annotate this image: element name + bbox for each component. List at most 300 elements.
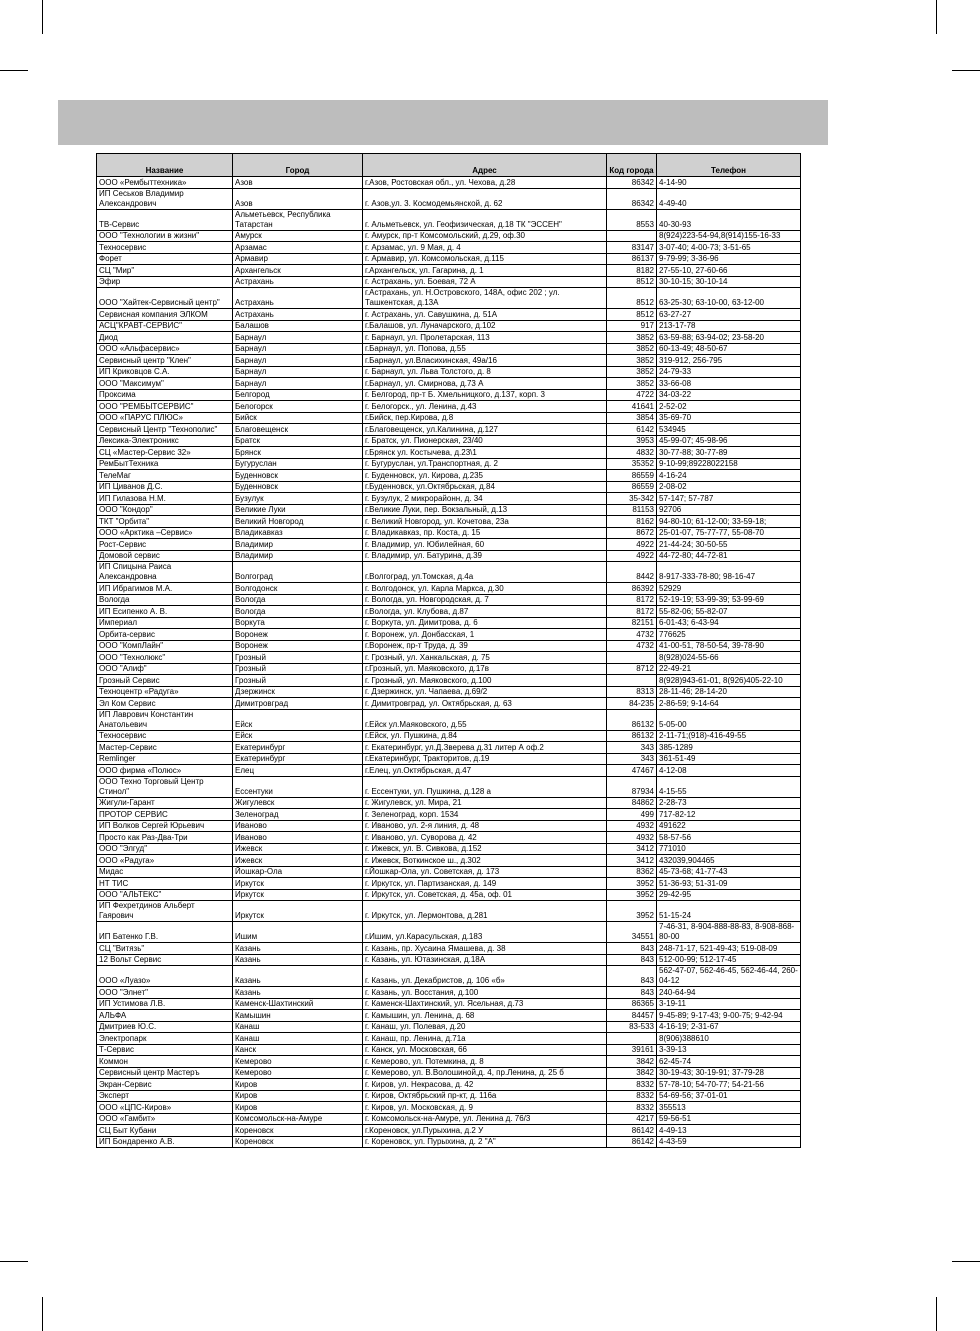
service-centers-table	[96, 153, 801, 1148]
cell-code: 4932	[607, 832, 657, 844]
cell-city: Ижевск	[233, 855, 363, 867]
cell-name: ООО «Альфасервис»	[97, 343, 233, 355]
cell-code: 84457	[607, 1010, 657, 1022]
cell-phone: 58-57-56	[657, 832, 801, 844]
table-row	[97, 866, 801, 878]
cell-city: Канск	[233, 1044, 363, 1056]
cell-phone: 60-13-49; 48-50-67	[657, 343, 801, 355]
cell-city: Ессентуки	[233, 776, 363, 797]
cell-city: Иркутск	[233, 878, 363, 890]
table-row	[97, 332, 801, 344]
table-row	[97, 583, 801, 595]
cell-address: г.Грозный, ул. Маяковского, д.17в	[363, 663, 607, 675]
table-row	[97, 389, 801, 401]
cell-code: 86559	[607, 470, 657, 482]
cell-name: 12 Вольт Сервис	[97, 954, 233, 966]
cell-phone: 2-86-59; 9-14-64	[657, 698, 801, 710]
table-row	[97, 493, 801, 505]
cell-code: 3852	[607, 366, 657, 378]
cell-address: г. Иваново, ул. 2-я линия, д. 48	[363, 820, 607, 832]
table-row	[97, 987, 801, 999]
cell-city: Братск	[233, 435, 363, 447]
table-row	[97, 177, 801, 189]
cell-name: Коммон	[97, 1056, 233, 1068]
cell-address: г. Иркутск, ул. Лермонтова, д.281	[363, 901, 607, 922]
column-header-address: Адрес	[363, 154, 607, 177]
cell-phone: 432039,904465	[657, 855, 801, 867]
cell-phone: 24-79-33	[657, 366, 801, 378]
cell-address: г. Воронеж, ул. Донбасская, 1	[363, 629, 607, 641]
cell-name: ООО фирма «Полюс»	[97, 765, 233, 777]
cell-code: 843	[607, 943, 657, 955]
cell-code: 8313	[607, 686, 657, 698]
cell-city: Бийск	[233, 412, 363, 424]
cell-city: Казань	[233, 954, 363, 966]
cell-phone: 9-10-99;89228022158	[657, 458, 801, 470]
cell-city: Иваново	[233, 832, 363, 844]
cell-address: г. Ижевск, ул. В. Сивкова, д.152	[363, 843, 607, 855]
cell-code: 4832	[607, 447, 657, 459]
table-row	[97, 943, 801, 955]
cell-address: г. Жигулевск, ул. Мира, 21	[363, 797, 607, 809]
cell-city: Барнаул	[233, 378, 363, 390]
cell-code	[607, 1033, 657, 1045]
cell-phone: 55-82-06; 55-82-07	[657, 606, 801, 618]
cell-city: Ижевск	[233, 843, 363, 855]
cell-city: Белгород	[233, 389, 363, 401]
cell-name: ПРОТОР СЕРВИС	[97, 809, 233, 821]
cell-name: ИП Бондаренко А.В.	[97, 1136, 233, 1148]
cell-address: г.Барнаул, ул. Попова, д.55	[363, 343, 607, 355]
cell-address: г. Армавир, ул. Комсомольская, д.115	[363, 253, 607, 265]
cell-phone: 54-69-56; 37-01-01	[657, 1090, 801, 1102]
cell-phone: 2-11-71;(918)-416-49-55	[657, 730, 801, 742]
cell-code: 6142	[607, 424, 657, 436]
cell-city: Елец	[233, 765, 363, 777]
cell-address: г. Екатеринбург, ул.Д.Зверева д.31 литер А оф.2	[363, 742, 607, 754]
cell-name: Вологда	[97, 594, 233, 606]
cell-address: г. Киров, ул. Некрасова, д. 42	[363, 1079, 607, 1091]
table-row	[97, 539, 801, 551]
cell-code: 47467	[607, 765, 657, 777]
table-row	[97, 686, 801, 698]
cell-city: Иваново	[233, 820, 363, 832]
cell-address: г. Владимир, ул. Юбилейная, 60	[363, 539, 607, 551]
cell-code: 343	[607, 753, 657, 765]
cell-city: Армавир	[233, 253, 363, 265]
cell-phone: 25-01-07, 75-77-77, 55-08-70	[657, 527, 801, 539]
cell-address: г.Ейск ул.Маяковского, д.55	[363, 709, 607, 730]
cell-phone: 213-17-78	[657, 320, 801, 332]
cell-code: 8172	[607, 606, 657, 618]
cell-address: г.Ишим, ул.Карасульская, д.183	[363, 922, 607, 943]
cell-address: г. Альметьевск, ул. Геофизическая, д.18 ТК "ЭССЕН"	[363, 209, 607, 230]
cell-city: Димитровград	[233, 698, 363, 710]
cell-name: ООО «ПАРУС ПЛЮС»	[97, 412, 233, 424]
cell-phone: 62-45-74	[657, 1056, 801, 1068]
cell-code: 4217	[607, 1113, 657, 1125]
cell-code: 8332	[607, 1079, 657, 1091]
table-row	[97, 412, 801, 424]
cell-code	[607, 675, 657, 687]
cell-phone: 7-46-31, 8-904-888-88-83, 8-908-868-80-00	[657, 922, 801, 943]
cell-phone: 29-42-95	[657, 889, 801, 901]
cell-name: Проксима	[97, 389, 233, 401]
cell-address: г. Иваново, ул. Суворова д. 42	[363, 832, 607, 844]
cell-code: 4932	[607, 820, 657, 832]
cell-phone: 491622	[657, 820, 801, 832]
cell-city: Воркута	[233, 617, 363, 629]
crop-mark	[936, 1297, 937, 1331]
cell-name: ИП Криковцов С.А.	[97, 366, 233, 378]
cell-city: Вологда	[233, 594, 363, 606]
cell-code: 843	[607, 987, 657, 999]
cell-phone: 248-71-17, 521-49-43; 519-08-09	[657, 943, 801, 955]
table-row	[97, 527, 801, 539]
column-header-code: Код города	[607, 154, 657, 177]
table-row	[97, 843, 801, 855]
cell-name: ООО «Арктика –Сервис»	[97, 527, 233, 539]
cell-code: 82151	[607, 617, 657, 629]
cell-phone: 35-69-70	[657, 412, 801, 424]
cell-code: 8332	[607, 1102, 657, 1114]
table-row	[97, 998, 801, 1010]
table-row	[97, 1067, 801, 1079]
cell-address: г.Барнаул, ул.Власихинская, 49а/16	[363, 355, 607, 367]
cell-phone: 4-49-40	[657, 188, 801, 209]
crop-mark	[952, 1261, 980, 1262]
cell-code: 8512	[607, 276, 657, 288]
cell-city: Кореновск	[233, 1125, 363, 1137]
cell-name: Эфир	[97, 276, 233, 288]
table-row	[97, 366, 801, 378]
cell-city: Балашов	[233, 320, 363, 332]
cell-phone: 63-59-88; 63-94-02; 23-58-20	[657, 332, 801, 344]
cell-code: 3412	[607, 843, 657, 855]
cell-name: Эксперт	[97, 1090, 233, 1102]
cell-code: 3952	[607, 901, 657, 922]
cell-city: Бугуруслан	[233, 458, 363, 470]
table-row	[97, 481, 801, 493]
cell-city: Архангельск	[233, 265, 363, 277]
cell-phone: 9-45-89; 9-17-43; 9-00-75; 9-42-94	[657, 1010, 801, 1022]
cell-city: Арзамас	[233, 242, 363, 254]
cell-phone: 27-55-10, 27-60-66	[657, 265, 801, 277]
cell-address: г. Грозный, ул. Ханкальская, д. 75	[363, 652, 607, 664]
cell-phone: 8(924)223-54-94,8(914)155-16-33	[657, 230, 801, 242]
cell-code: 86137	[607, 253, 657, 265]
cell-city: Екатеринбург	[233, 742, 363, 754]
table-row	[97, 640, 801, 652]
cell-address: г. Иркутск, ул. Партизанская, д. 149	[363, 878, 607, 890]
cell-phone: 3-39-13	[657, 1044, 801, 1056]
cell-address: г. Каменск-Шахтинский, ул. Ясельная, д.73	[363, 998, 607, 1010]
cell-phone: 717-82-12	[657, 809, 801, 821]
cell-name: Техносервис	[97, 242, 233, 254]
cell-address: г.Волгоград, ул.Томская, д.4а	[363, 562, 607, 583]
table-row	[97, 1056, 801, 1068]
cell-code: 4922	[607, 550, 657, 562]
cell-city: Каменск-Шахтинский	[233, 998, 363, 1010]
cell-phone: 30-10-15; 30-10-14	[657, 276, 801, 288]
cell-code: 3852	[607, 378, 657, 390]
cell-name: Экран-Сервис	[97, 1079, 233, 1091]
table-row	[97, 797, 801, 809]
cell-address: г.Благовещенск, ул.Калинина, д.127	[363, 424, 607, 436]
cell-name: ИП Батенко Г.В.	[97, 922, 233, 943]
cell-address: г. Астрахань, ул. Боевая, 72 А	[363, 276, 607, 288]
cell-city: Астрахань	[233, 309, 363, 321]
cell-phone: 2-52-02	[657, 401, 801, 413]
cell-city: Воронеж	[233, 629, 363, 641]
cell-code: 83147	[607, 242, 657, 254]
cell-name: Рост-Сервис	[97, 539, 233, 551]
cell-phone: 4-15-55	[657, 776, 801, 797]
cell-phone: 51-15-24	[657, 901, 801, 922]
table-row	[97, 617, 801, 629]
cell-city: Киров	[233, 1102, 363, 1114]
cell-name: Грозный Сервис	[97, 675, 233, 687]
cell-phone: 512-00-99; 512-17-45	[657, 954, 801, 966]
cell-address: г. Амурск, пр-т Комсомольский, д.29, оф.30	[363, 230, 607, 242]
cell-address: г. Казань, ул. Декабристов, д. 106 «б»	[363, 966, 607, 987]
cell-phone: 3-07-40; 4-00-73; 3-51-65	[657, 242, 801, 254]
cell-code: 84-235	[607, 698, 657, 710]
cell-name: ИП Устимова Л.В.	[97, 998, 233, 1010]
cell-phone: 2-08-02	[657, 481, 801, 493]
cell-name: СЦ "Мир"	[97, 265, 233, 277]
cell-code: 34551	[607, 922, 657, 943]
table-row	[97, 629, 801, 641]
cell-name: АСЦ"КРАВТ-СЕРВИС"	[97, 320, 233, 332]
cell-name: Электропарк	[97, 1033, 233, 1045]
cell-code: 3842	[607, 1056, 657, 1068]
cell-address: г. Кемерово, ул. В.Волошиной,д. 4, пр.Ленина, д. 25 б	[363, 1067, 607, 1079]
cell-address: г.Архангельск, ул. Гагарина, д. 1	[363, 265, 607, 277]
cell-code: 3952	[607, 889, 657, 901]
table-row	[97, 550, 801, 562]
cell-address: г. Казань, ул. Ютазинская, д.18А	[363, 954, 607, 966]
cell-name: ИП Ибрагимов М.А.	[97, 583, 233, 595]
table-row	[97, 424, 801, 436]
cell-phone: 63-27-27	[657, 309, 801, 321]
table-header-row	[97, 154, 801, 177]
cell-address: г. Барнаул, ул. Льва Толстого, д. 8	[363, 366, 607, 378]
table-row	[97, 458, 801, 470]
table-row	[97, 276, 801, 288]
table-row	[97, 188, 801, 209]
cell-address: г. Канаш, пр. Ленина, д.71а	[363, 1033, 607, 1045]
table-row	[97, 855, 801, 867]
cell-phone: 45-73-68; 41-77-43	[657, 866, 801, 878]
cell-name: ТВ-Сервис	[97, 209, 233, 230]
cell-city: Буденновск	[233, 481, 363, 493]
cell-city: Астрахань	[233, 276, 363, 288]
cell-city: Ейск	[233, 730, 363, 742]
cell-address: г. Братск, ул. Пионерская, 23/40	[363, 435, 607, 447]
cell-code: 8512	[607, 288, 657, 309]
cell-phone: 63-25-30; 63-10-00, 63-12-00	[657, 288, 801, 309]
cell-code: 843	[607, 954, 657, 966]
cell-name: Сервисный Центр "Технополис"	[97, 424, 233, 436]
cell-code: 8162	[607, 516, 657, 528]
cell-phone: 92706	[657, 504, 801, 516]
cell-phone: 385-1289	[657, 742, 801, 754]
cell-name: Сервисная компания ЭЛКОМ	[97, 309, 233, 321]
cell-city: Барнаул	[233, 343, 363, 355]
header-band	[58, 100, 828, 145]
table-row	[97, 698, 801, 710]
cell-city: Иркутск	[233, 901, 363, 922]
cell-name: СЦ "Витязь"	[97, 943, 233, 955]
cell-city: Астрахань	[233, 288, 363, 309]
cell-name: ООО "РЕМБЫТСЕРВИС"	[97, 401, 233, 413]
table-row	[97, 1113, 801, 1125]
cell-name: ИП Есипенко А. В.	[97, 606, 233, 618]
cell-address: г. Канск, ул. Московская, 66	[363, 1044, 607, 1056]
cell-city: Кореновск	[233, 1136, 363, 1148]
cell-name: Т-Сервис	[97, 1044, 233, 1056]
cell-city: Азов	[233, 177, 363, 189]
cell-address: г. Владимир, ул. Батурина, д.39	[363, 550, 607, 562]
cell-name: ИП Спицына Раиса Александровна	[97, 562, 233, 583]
cell-city: Барнаул	[233, 332, 363, 344]
table-row	[97, 1102, 801, 1114]
table-row	[97, 309, 801, 321]
cell-city: Волгодонск	[233, 583, 363, 595]
cell-phone: 41-00-51, 78-50-54, 39-78-90	[657, 640, 801, 652]
table-row	[97, 343, 801, 355]
cell-code: 86342	[607, 177, 657, 189]
cell-address: г.Брянск ул. Костычева, д.23\1	[363, 447, 607, 459]
cell-name: РемБытТехника	[97, 458, 233, 470]
cell-code: 8672	[607, 527, 657, 539]
cell-name: Жигули-Гарант	[97, 797, 233, 809]
cell-address: г. Великий Новгород, ул. Кочетова, 23а	[363, 516, 607, 528]
cell-code: 84862	[607, 797, 657, 809]
table-row	[97, 730, 801, 742]
cell-city: Барнаул	[233, 355, 363, 367]
table-row	[97, 209, 801, 230]
cell-city: Брянск	[233, 447, 363, 459]
cell-code: 41641	[607, 401, 657, 413]
cell-code: 8172	[607, 594, 657, 606]
cell-address: г. Бугуруслан, ул.Транспортная, д. 2	[363, 458, 607, 470]
table-row	[97, 954, 801, 966]
cell-name: ООО "Максимум"	[97, 378, 233, 390]
cell-address: г. Дзержинск, ул. Чапаева, д.69/2	[363, 686, 607, 698]
table-row	[97, 878, 801, 890]
cell-code: 86392	[607, 583, 657, 595]
cell-code: 3854	[607, 412, 657, 424]
cell-phone: 8-917-333-78-80; 98-16-47	[657, 562, 801, 583]
cell-code: 3852	[607, 343, 657, 355]
cell-address: г. Азов,ул. 3. Космодемьянской, д. 62	[363, 188, 607, 209]
table-row	[97, 470, 801, 482]
cell-name: Техноцентр «Радуга»	[97, 686, 233, 698]
cell-code: 86365	[607, 998, 657, 1010]
cell-city: Зеленоград	[233, 809, 363, 821]
crop-mark	[0, 70, 28, 71]
cell-city: Кемерово	[233, 1056, 363, 1068]
cell-phone: 94-80-10; 61-12-00; 33-59-18;	[657, 516, 801, 528]
cell-phone: 8(928)024-55-66	[657, 652, 801, 664]
cell-address: г. Воркута, ул. Димитрова, д. 6	[363, 617, 607, 629]
cell-name: ИП Циванов Д.С.	[97, 481, 233, 493]
cell-address: г. Волгодонск, ул. Карла Маркса, д.30	[363, 583, 607, 595]
cell-name: ООО "Элнет"	[97, 987, 233, 999]
cell-phone: 8(928)943-61-01, 8(926)405-22-10	[657, 675, 801, 687]
cell-code: 8712	[607, 663, 657, 675]
cell-address: г.Кореновск, ул.Пурыхина, д.2 У	[363, 1125, 607, 1137]
cell-code: 35352	[607, 458, 657, 470]
cell-code: 86142	[607, 1125, 657, 1137]
cell-phone: 44-72-80; 44-72-81	[657, 550, 801, 562]
cell-address: г. Зеленоград, корп. 1534	[363, 809, 607, 821]
cell-address: г.Буденновск, ул.Октябрьская, д.84	[363, 481, 607, 493]
cell-code: 3842	[607, 1067, 657, 1079]
cell-phone: 319-912, 256-795	[657, 355, 801, 367]
cell-address: г.Азов, Ростовская обл., ул. Чехова, д.28	[363, 177, 607, 189]
cell-phone: 21-44-24; 30-50-55	[657, 539, 801, 551]
table-row	[97, 1090, 801, 1102]
cell-phone: 33-66-08	[657, 378, 801, 390]
cell-name: Дмитриев Ю.С.	[97, 1021, 233, 1033]
cell-code: 8182	[607, 265, 657, 277]
cell-phone: 22-49-21	[657, 663, 801, 675]
table-row	[97, 230, 801, 242]
cell-address: г. Грозный, ул. Маяковского, д.100	[363, 675, 607, 687]
table-row	[97, 675, 801, 687]
cell-name: Мидас	[97, 866, 233, 878]
cell-phone: 240-64-94	[657, 987, 801, 999]
cell-address: г. Камышин, ул. Ленина, д. 68	[363, 1010, 607, 1022]
column-header-city: Город	[233, 154, 363, 177]
table-body	[97, 177, 801, 1148]
cell-code: 3953	[607, 435, 657, 447]
cell-name: Remlinger	[97, 753, 233, 765]
cell-code: 39161	[607, 1044, 657, 1056]
table-row	[97, 742, 801, 754]
cell-code: 343	[607, 742, 657, 754]
table-row	[97, 889, 801, 901]
cell-code	[607, 230, 657, 242]
table-row	[97, 1044, 801, 1056]
cell-city: Дзержинск	[233, 686, 363, 698]
cell-name: ООО "Технологии в жизни"	[97, 230, 233, 242]
cell-city: Великие Луки	[233, 504, 363, 516]
cell-phone: 4-49-13	[657, 1125, 801, 1137]
cell-address: г. Кореновск, ул. Пурыхина, д. 2 "А"	[363, 1136, 607, 1148]
cell-city: Буденновск	[233, 470, 363, 482]
table-row	[97, 378, 801, 390]
cell-city: Великий Новгород	[233, 516, 363, 528]
cell-city: Киров	[233, 1090, 363, 1102]
cell-name: ТКТ "Орбита"	[97, 516, 233, 528]
cell-phone: 355513	[657, 1102, 801, 1114]
cell-code: 8442	[607, 562, 657, 583]
cell-address: г. Казань, ул. Восстания, д.100	[363, 987, 607, 999]
cell-phone: 5-05-00	[657, 709, 801, 730]
table-row	[97, 966, 801, 987]
cell-city: Киров	[233, 1079, 363, 1091]
cell-phone: 52929	[657, 583, 801, 595]
cell-code: 8362	[607, 866, 657, 878]
table-row	[97, 922, 801, 943]
table-row	[97, 1010, 801, 1022]
cell-code: 4922	[607, 539, 657, 551]
cell-city: Жигулевск	[233, 797, 363, 809]
